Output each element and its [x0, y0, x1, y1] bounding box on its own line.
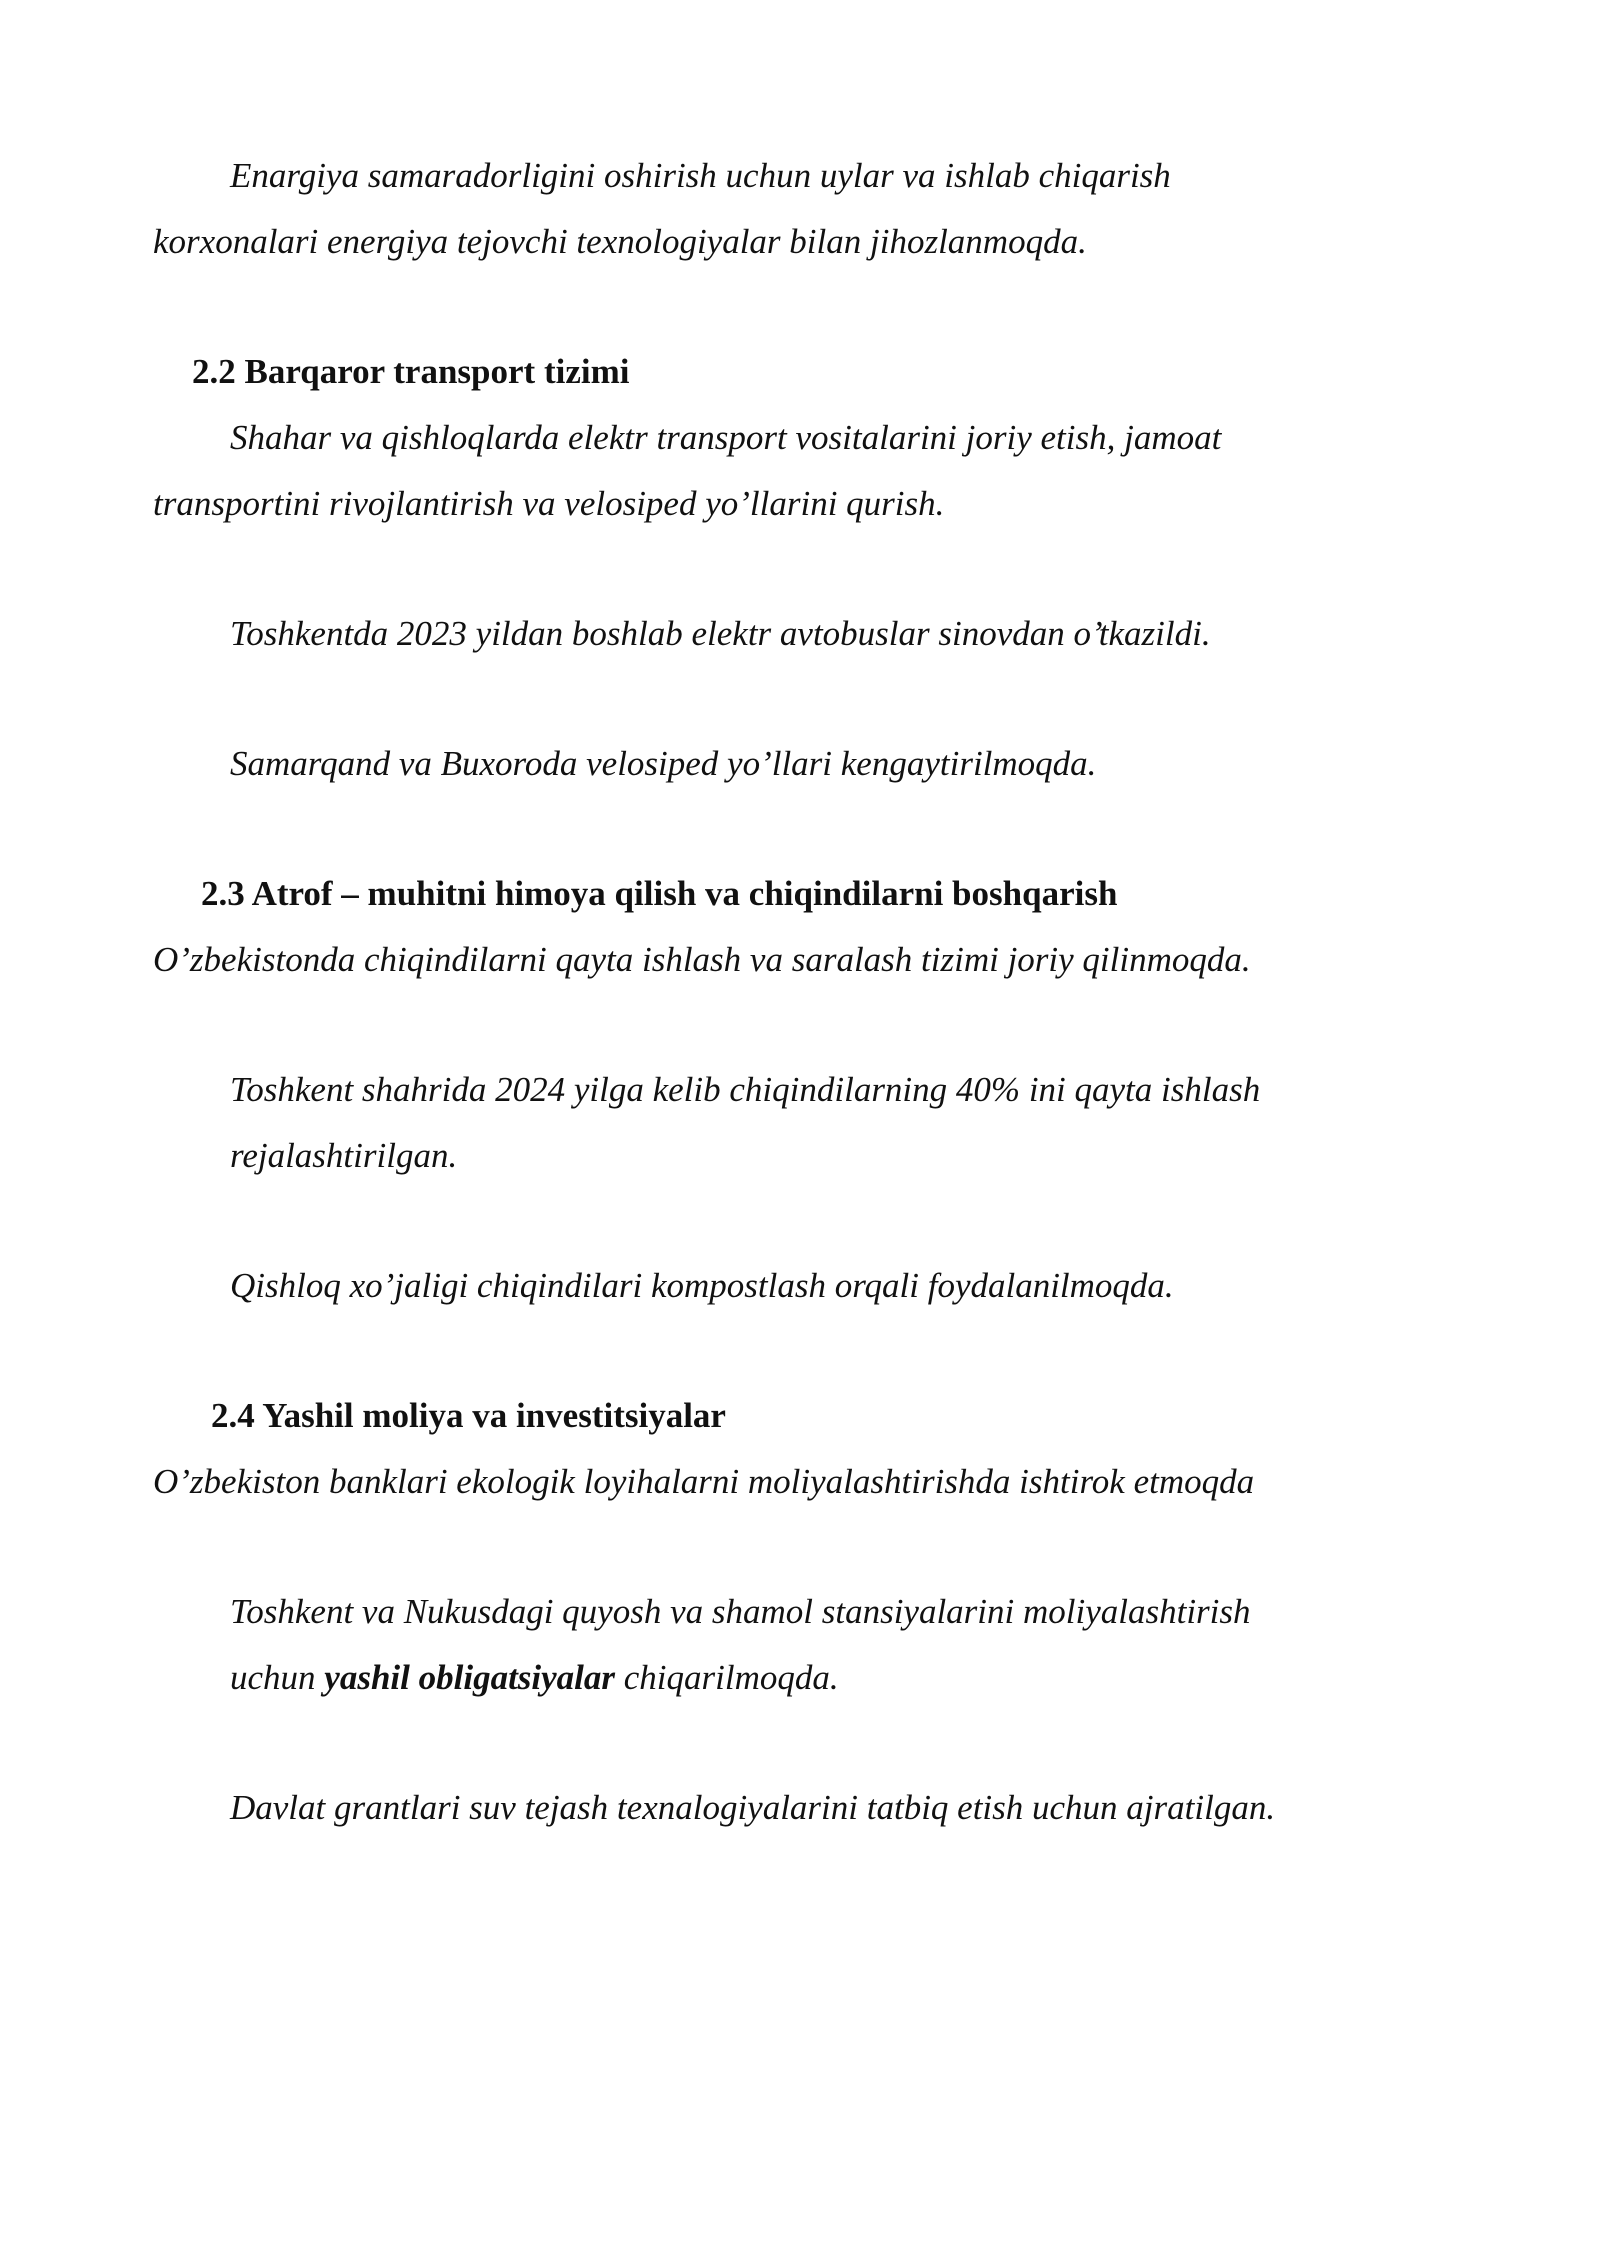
- section-2-4-item-1-bold: yashil obligatsiyalar: [324, 1658, 616, 1697]
- section-2-4-item-1-line-2: [230, 1656, 839, 1700]
- section-2-3-para: O’zbekistonda chiqindilarni qayta ishlash va saralash tizimi joriy qilinmoqda.: [153, 940, 1251, 979]
- section-2-4-item-1-line-1: Toshkent va Nukusdagi quyosh va shamol stansiyalarini moliyalashtirish: [230, 1592, 1251, 1631]
- section-2-4-item-2: Davlat grantlari suv tejash texnalogiyalarini tatbiq etish uchun ajratilgan.: [230, 1788, 1276, 1827]
- intro-line-2: korxonalari energiya tejovchi texnologiyalar bilan jihozlanmoqda.: [153, 222, 1087, 261]
- section-2-4-para: O’zbekiston banklari ekologik loyihalarni moliyalashtirishda ishtirok etmoqda: [153, 1462, 1255, 1501]
- section-2-4-item-1-suffix: chiqarilmoqda.: [615, 1658, 839, 1697]
- intro-line-1: Enargiya samaradorligini oshirish uchun uylar va ishlab chiqarish: [230, 156, 1171, 195]
- section-2-2-para-line-1: Shahar va qishloqlarda elektr transport vositalarini joriy etish, jamoat: [230, 418, 1222, 457]
- section-2-2-para-line-2: transportini rivojlantirish va velosiped yo’llarini qurish.: [153, 484, 945, 523]
- section-2-3-item-1-line-1: Toshkent shahrida 2024 yilga kelib chiqindilarning 40% ini qayta ishlash: [230, 1070, 1261, 1109]
- section-2-2-heading: 2.2 Barqaror transport tizimi: [192, 352, 630, 391]
- section-2-3-item-2: Qishloq xo’jaligi chiqindilari kompostlash orqali foydalanilmoqda.: [230, 1266, 1174, 1305]
- section-2-3-heading: 2.3 Atrof – muhitni himoya qilish va chiqindilarni boshqarish: [201, 874, 1118, 913]
- section-2-3-item-1-line-2: rejalashtirilgan.: [230, 1136, 458, 1175]
- section-2-4-heading: 2.4 Yashil moliya va investitsiyalar: [211, 1396, 726, 1435]
- section-2-4-item-1-prefix: uchun: [230, 1658, 325, 1697]
- section-2-2-item-2: Samarqand va Buxoroda velosiped yo’llari kengaytirilmoqda.: [230, 744, 1097, 783]
- section-2-2-item-1: Toshkentda 2023 yildan boshlab elektr avtobuslar sinovdan o’tkazildi.: [230, 614, 1211, 653]
